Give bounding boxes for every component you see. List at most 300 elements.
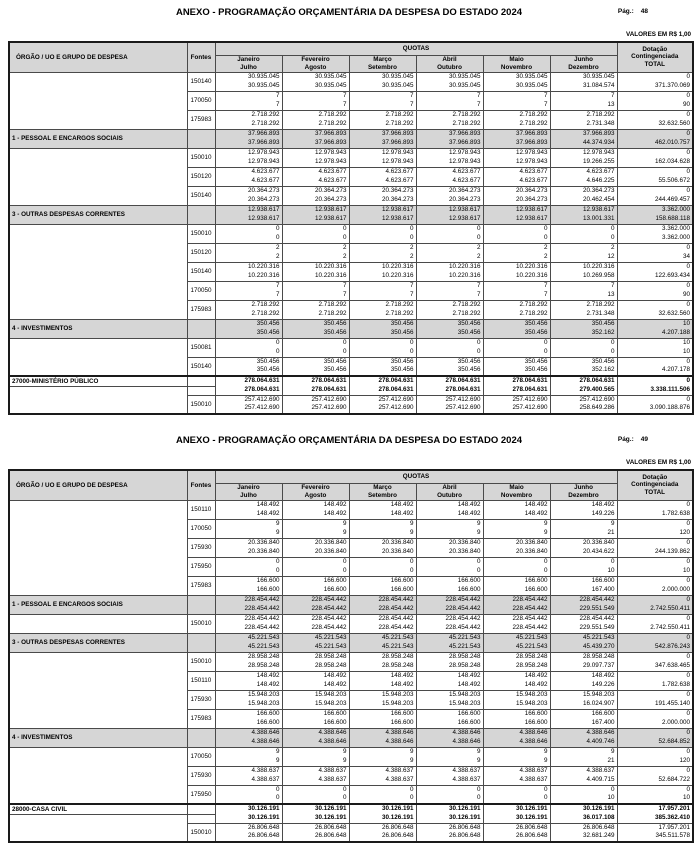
quota-value-top: 15.948.203 xyxy=(448,691,481,699)
quota-cell xyxy=(282,376,349,395)
quota-value-top: 166.600 xyxy=(591,577,615,585)
quota-value-bottom: 350.456 xyxy=(256,328,280,336)
quota-value-top: 166.600 xyxy=(524,710,548,718)
quota-cell xyxy=(215,557,282,576)
dotacao-contingenciada-value: 0 xyxy=(686,244,691,252)
total-value: 90 xyxy=(683,100,691,108)
quota-cell xyxy=(416,633,483,652)
quota-value-top: 4.388.646 xyxy=(519,729,548,737)
quota-cell xyxy=(416,300,483,319)
quota-cell xyxy=(483,148,550,167)
quota-cell xyxy=(550,690,617,709)
table-row-group xyxy=(9,319,693,338)
quota-value-bottom: 45.439.270 xyxy=(583,642,615,650)
quota-value-bottom: 0 xyxy=(543,794,548,802)
quota-value-bottom: 0 xyxy=(476,347,481,355)
quota-cell xyxy=(416,595,483,614)
table-row-fonte-175983 xyxy=(9,110,693,129)
quota-value-top: 2 xyxy=(476,244,481,252)
quota-value-bottom: 2.718.292 xyxy=(452,309,481,317)
table-row-fonte-150081 xyxy=(9,338,693,357)
quota-cell xyxy=(416,357,483,376)
quota-value-top: 4.388.646 xyxy=(452,729,481,737)
total-value: 10 xyxy=(683,347,691,355)
quota-value-top: 0 xyxy=(409,558,414,566)
quota-cell xyxy=(215,110,282,129)
quota-value-bottom: 2.731.348 xyxy=(586,309,615,317)
quota-value-top: 4.388.646 xyxy=(251,729,280,737)
quota-cell xyxy=(349,281,416,300)
quota-value-top: 2 xyxy=(275,244,280,252)
dotacao-total-cell xyxy=(617,804,693,823)
quota-cell xyxy=(282,148,349,167)
quota-value-bottom: 30.126.191 xyxy=(381,813,414,821)
quota-value-top: 350.456 xyxy=(323,320,347,328)
fonte-cell: 175950 xyxy=(187,785,215,804)
dotacao-total-cell xyxy=(617,690,693,709)
fonte-cell-underline xyxy=(188,805,215,815)
quota-value-bottom: 228.454.442 xyxy=(311,623,347,631)
quota-value-bottom: 4.388.646 xyxy=(318,737,347,745)
quota-cell xyxy=(349,557,416,576)
quota-value-bottom: 30.935.045 xyxy=(247,81,280,89)
title-row xyxy=(0,435,698,447)
quota-value-bottom: 2.718.292 xyxy=(251,119,280,127)
quota-value-bottom: 166.600 xyxy=(457,585,481,593)
quota-cell xyxy=(349,500,416,519)
quota-cell xyxy=(550,338,617,357)
quota-value-bottom: 350.456 xyxy=(524,328,548,336)
quota-cell xyxy=(282,167,349,186)
table-row-fonte-170050 xyxy=(9,91,693,110)
title-row xyxy=(0,7,698,19)
total-value: 32.632.560 xyxy=(658,119,691,127)
dotacao-total-cell xyxy=(617,300,693,319)
quota-value-bottom: 350.456 xyxy=(323,366,347,374)
quota-cell xyxy=(550,538,617,557)
table-row-fonte-150120 xyxy=(9,243,693,262)
quota-value-top: 4.623.677 xyxy=(251,168,280,176)
total-value: 2.000.000 xyxy=(662,585,691,593)
quota-cell xyxy=(550,110,617,129)
quota-value-top: 7 xyxy=(409,282,414,290)
quota-cell xyxy=(483,557,550,576)
quota-value-top: 2 xyxy=(342,244,347,252)
quota-value-bottom: 0 xyxy=(342,794,347,802)
quota-value-top: 0 xyxy=(543,339,548,347)
quota-value-top: 12.978.943 xyxy=(381,149,414,157)
quota-value-top: 0 xyxy=(409,785,414,793)
quota-value-bottom: 20.462.454 xyxy=(583,195,615,203)
quota-cell xyxy=(349,766,416,785)
quota-value-top: 15.948.203 xyxy=(314,691,347,699)
orgao-uo-grupo-cell xyxy=(9,519,187,538)
quota-value-bottom: 148.492 xyxy=(390,509,414,517)
quota-cell xyxy=(416,205,483,224)
quota-value-top: 166.600 xyxy=(390,577,414,585)
quota-cell xyxy=(349,357,416,376)
quota-value-bottom: 0 xyxy=(342,566,347,574)
quota-value-top: 0 xyxy=(543,225,548,233)
dotacao-contingenciada-value: 0 xyxy=(686,263,691,271)
quota-cell xyxy=(282,614,349,633)
table-row-orgao xyxy=(9,804,693,823)
quota-cell xyxy=(416,652,483,671)
quota-value-top: 9 xyxy=(342,520,347,528)
dotacao-contingenciada-value: 0 xyxy=(686,187,691,195)
quota-cell xyxy=(215,671,282,690)
quota-value-top: 20.364.273 xyxy=(583,187,615,195)
orgao-uo-grupo-cell xyxy=(9,91,187,110)
quota-value-top: 350.456 xyxy=(390,357,414,365)
quota-value-top: 350.456 xyxy=(457,320,481,328)
quota-cell xyxy=(349,804,416,823)
quota-cell xyxy=(215,395,282,414)
quota-value-bottom: 15.948.203 xyxy=(448,699,481,707)
quota-value-bottom: 350.456 xyxy=(457,366,481,374)
quota-cell xyxy=(282,91,349,110)
quota-value-top: 9 xyxy=(275,748,280,756)
quota-value-top: 257.412.690 xyxy=(244,395,280,403)
quota-value-bottom: 350.456 xyxy=(323,328,347,336)
dotacao-contingenciada-value: 0 xyxy=(686,520,691,528)
currency-note: VALORES EM R$ 1,00 xyxy=(626,459,691,466)
quota-value-top: 45.221.543 xyxy=(583,634,615,642)
quota-cell xyxy=(550,519,617,538)
quota-value-bottom: 10.220.316 xyxy=(314,271,347,279)
quota-value-top: 0 xyxy=(342,225,347,233)
quota-value-bottom: 12.978.943 xyxy=(448,157,481,165)
quota-cell xyxy=(483,766,550,785)
quota-value-top: 350.456 xyxy=(323,357,347,365)
quota-cell xyxy=(550,205,617,224)
quota-cell xyxy=(550,557,617,576)
quota-cell xyxy=(550,785,617,804)
total-value: 55.506.672 xyxy=(658,176,691,184)
quota-value-bottom: 166.600 xyxy=(256,718,280,726)
total-value: 120 xyxy=(679,528,691,536)
dotacao-total-cell xyxy=(617,319,693,338)
table-row-fonte-170050 xyxy=(9,747,693,766)
quota-value-top: 4.388.646 xyxy=(318,729,347,737)
dotacao-contingenciada-value: 0 xyxy=(686,672,691,680)
quota-value-bottom: 229.551.549 xyxy=(579,604,615,612)
quota-cell xyxy=(215,205,282,224)
quota-cell xyxy=(282,538,349,557)
quota-value-bottom: 20.364.273 xyxy=(515,195,548,203)
total-value: 10 xyxy=(683,566,691,574)
quota-value-top: 350.456 xyxy=(591,357,615,365)
quota-value-top: 350.456 xyxy=(256,320,280,328)
dotacao-total-cell xyxy=(617,338,693,357)
quota-value-bottom: 2.731.348 xyxy=(586,119,615,127)
orgao-uo-grupo-cell xyxy=(9,148,187,167)
quota-value-top: 2 xyxy=(611,244,615,252)
quota-cell xyxy=(282,785,349,804)
header-month-fevereiro-agosto: Fevereiro Agosto xyxy=(282,483,349,500)
quota-cell xyxy=(349,519,416,538)
dotacao-total-cell xyxy=(617,376,693,395)
quota-cell xyxy=(349,823,416,842)
quota-value-bottom: 148.492 xyxy=(390,680,414,688)
quota-value-bottom: 228.454.442 xyxy=(445,623,481,631)
quota-cell xyxy=(349,243,416,262)
quota-cell xyxy=(349,224,416,243)
dotacao-contingenciada-value: 0 xyxy=(686,785,691,793)
quota-value-top: 30.935.045 xyxy=(381,73,414,81)
quota-cell xyxy=(483,357,550,376)
quota-cell xyxy=(483,224,550,243)
quota-value-top: 45.221.543 xyxy=(314,634,347,642)
header-dotacao-line3: TOTAL xyxy=(644,61,665,69)
table-row-fonte-175930 xyxy=(9,690,693,709)
quota-value-top: 9 xyxy=(543,520,548,528)
quota-value-top: 228.454.442 xyxy=(445,615,481,623)
quota-value-bottom: 228.454.442 xyxy=(244,604,280,612)
fonte-cell: 150010 xyxy=(187,823,215,842)
quota-cell xyxy=(215,690,282,709)
orgao-uo-grupo-cell xyxy=(9,557,187,576)
quota-value-bottom: 9 xyxy=(543,528,548,536)
quota-value-bottom: 148.492 xyxy=(457,509,481,517)
quota-value-bottom: 4.623.677 xyxy=(452,176,481,184)
quota-value-top: 28.958.248 xyxy=(515,653,548,661)
quota-cell xyxy=(282,690,349,709)
quota-cell xyxy=(483,500,550,519)
quota-cell xyxy=(215,519,282,538)
quota-value-top: 350.456 xyxy=(591,320,615,328)
quota-cell xyxy=(349,376,416,395)
quota-value-bottom: 352.162 xyxy=(591,328,615,336)
table-row-group xyxy=(9,205,693,224)
quota-value-bottom: 15.948.203 xyxy=(314,699,347,707)
quota-cell xyxy=(550,167,617,186)
fonte-cell: 150120 xyxy=(187,243,215,262)
quota-value-bottom: 0 xyxy=(409,794,414,802)
quota-value-bottom: 7 xyxy=(409,290,414,298)
table-row-group xyxy=(9,595,693,614)
dotacao-total-cell xyxy=(617,110,693,129)
quota-cell xyxy=(416,281,483,300)
quota-value-bottom: 0 xyxy=(543,347,548,355)
quota-cell xyxy=(483,652,550,671)
page-number-indicator xyxy=(618,436,648,443)
quota-value-bottom: 149.226 xyxy=(591,509,615,517)
quota-value-bottom: 20.336.840 xyxy=(448,547,481,555)
quota-value-top: 148.492 xyxy=(524,501,548,509)
quota-value-top: 0 xyxy=(543,558,548,566)
orgao-uo-grupo-cell xyxy=(9,376,187,395)
dotacao-contingenciada-value: 0 xyxy=(686,729,691,737)
quota-cell xyxy=(349,319,416,338)
orgao-uo-grupo-cell xyxy=(9,652,187,671)
quota-cell xyxy=(416,766,483,785)
quota-value-bottom: 0 xyxy=(275,347,280,355)
quota-value-bottom: 0 xyxy=(543,566,548,574)
quota-value-bottom: 36.017.108 xyxy=(583,813,615,821)
currency-note: VALORES EM R$ 1,00 xyxy=(626,31,691,38)
total-value: 347.638.465 xyxy=(654,661,691,669)
quota-value-top: 2.718.292 xyxy=(519,111,548,119)
quota-cell xyxy=(282,186,349,205)
quota-value-bottom: 2 xyxy=(275,252,280,260)
quota-cell xyxy=(282,129,349,148)
quota-value-top: 20.336.840 xyxy=(448,539,481,547)
quota-cell xyxy=(483,785,550,804)
table-row-fonte-150120 xyxy=(9,167,693,186)
page-number-indicator xyxy=(618,8,648,15)
quota-value-bottom: 166.600 xyxy=(390,718,414,726)
dotacao-contingenciada-value: 17.957.201 xyxy=(658,823,691,831)
quota-cell xyxy=(416,395,483,414)
quota-value-top: 166.600 xyxy=(323,710,347,718)
orgao-uo-grupo-cell xyxy=(9,614,187,633)
total-value: 158.688.118 xyxy=(655,214,691,222)
quota-value-bottom: 9 xyxy=(543,756,548,764)
quota-value-top: 30.126.191 xyxy=(583,805,615,813)
quota-value-top: 228.454.442 xyxy=(244,615,280,623)
quota-value-bottom: 149.226 xyxy=(591,680,615,688)
quota-cell xyxy=(282,357,349,376)
fonte-cell xyxy=(187,595,215,614)
quota-cell xyxy=(483,671,550,690)
quota-cell xyxy=(349,205,416,224)
quota-value-top: 166.600 xyxy=(256,577,280,585)
quota-value-top: 9 xyxy=(611,520,615,528)
quota-cell xyxy=(282,557,349,576)
orgao-uo-grupo-cell xyxy=(9,110,187,129)
header-quotas: QUOTAS xyxy=(215,42,617,55)
dotacao-contingenciada-value: 10 xyxy=(683,320,691,328)
quota-value-bottom: 45.221.543 xyxy=(381,642,414,650)
quota-value-bottom: 0 xyxy=(275,794,280,802)
quota-value-bottom: 0 xyxy=(409,347,414,355)
quota-value-bottom: 350.456 xyxy=(524,366,548,374)
quota-cell xyxy=(215,538,282,557)
fonte-cell: 175983 xyxy=(187,300,215,319)
quota-value-top: 278.064.631 xyxy=(311,377,347,385)
quota-value-top: 350.456 xyxy=(256,357,280,365)
total-value: 4.207.188 xyxy=(662,328,691,336)
quota-value-top: 4.623.677 xyxy=(452,168,481,176)
dotacao-contingenciada-value: 0 xyxy=(686,395,691,403)
quota-value-bottom: 28.958.248 xyxy=(515,661,548,669)
quota-value-top: 228.454.442 xyxy=(311,615,347,623)
quota-cell xyxy=(282,709,349,728)
quota-cell xyxy=(483,186,550,205)
quota-value-top: 30.126.191 xyxy=(381,805,414,813)
quota-cell xyxy=(416,709,483,728)
header-month-maio-novembro: Maio Novembro xyxy=(483,483,550,500)
quota-cell xyxy=(215,148,282,167)
quota-value-top: 20.336.840 xyxy=(583,539,615,547)
quota-value-bottom: 229.551.549 xyxy=(579,623,615,631)
quota-value-top: 228.454.442 xyxy=(244,596,280,604)
dotacao-contingenciada-value: 0 xyxy=(686,282,691,290)
quota-value-bottom: 2.718.292 xyxy=(385,119,414,127)
quota-cell xyxy=(215,614,282,633)
table-row-fonte-150140 xyxy=(9,262,693,281)
quota-cell xyxy=(282,338,349,357)
quota-value-bottom: 148.492 xyxy=(457,680,481,688)
quota-cell xyxy=(215,224,282,243)
quota-value-top: 278.064.631 xyxy=(445,377,481,385)
dotacao-total-cell xyxy=(617,281,693,300)
dotacao-total-cell xyxy=(617,395,693,414)
quota-value-bottom: 257.412.690 xyxy=(311,404,347,412)
fonte-cell xyxy=(187,205,215,224)
quota-value-bottom: 4.388.646 xyxy=(251,737,280,745)
quota-value-bottom: 7 xyxy=(476,290,481,298)
quota-cell xyxy=(550,766,617,785)
quota-value-top: 148.492 xyxy=(591,672,615,680)
quota-value-top: 7 xyxy=(275,92,280,100)
fonte-cell: 175930 xyxy=(187,766,215,785)
quota-cell xyxy=(416,110,483,129)
dotacao-total-cell xyxy=(617,186,693,205)
dotacao-total-cell xyxy=(617,633,693,652)
dotacao-total-cell xyxy=(617,129,693,148)
orgao-uo-grupo-cell: 3 - OUTRAS DESPESAS CORRENTES xyxy=(9,205,187,224)
quota-value-bottom: 9 xyxy=(409,528,414,536)
quota-value-bottom: 0 xyxy=(409,233,414,241)
quota-value-top: 37.966.893 xyxy=(583,130,615,138)
header-month-fevereiro-agosto: Fevereiro Agosto xyxy=(282,55,349,72)
quota-cell xyxy=(349,652,416,671)
quota-value-bottom: 350.456 xyxy=(390,328,414,336)
quota-value-bottom: 13 xyxy=(607,100,615,108)
quota-cell xyxy=(215,262,282,281)
page-number-label: Pág.: xyxy=(617,436,634,443)
quota-value-bottom: 10.220.316 xyxy=(247,271,280,279)
quota-cell xyxy=(483,538,550,557)
quota-cell xyxy=(282,500,349,519)
quota-cell xyxy=(550,823,617,842)
dotacao-total-cell xyxy=(617,91,693,110)
fonte-cell xyxy=(187,633,215,652)
quota-value-top: 4.388.637 xyxy=(251,767,280,775)
quota-value-top: 20.364.273 xyxy=(381,187,414,195)
quota-value-top: 45.221.543 xyxy=(381,634,414,642)
quota-cell xyxy=(215,300,282,319)
quota-cell xyxy=(215,129,282,148)
page-number-value: 48 xyxy=(640,8,648,15)
quota-value-bottom: 228.454.442 xyxy=(378,604,414,612)
quota-value-top: 148.492 xyxy=(323,501,347,509)
dotacao-total-cell xyxy=(617,262,693,281)
total-value: 191.455.140 xyxy=(654,699,691,707)
quota-cell xyxy=(483,319,550,338)
quota-cell xyxy=(483,804,550,823)
quota-cell xyxy=(550,395,617,414)
quota-value-top: 350.456 xyxy=(390,320,414,328)
quota-value-bottom: 2.718.292 xyxy=(385,309,414,317)
quota-cell xyxy=(416,338,483,357)
quota-value-top: 148.492 xyxy=(256,501,280,509)
quota-cell xyxy=(550,72,617,91)
quota-value-bottom: 30.935.045 xyxy=(381,81,414,89)
quota-value-top: 20.364.273 xyxy=(515,187,548,195)
quota-value-bottom: 37.966.893 xyxy=(314,138,347,146)
orgao-uo-grupo-cell xyxy=(9,747,187,766)
dotacao-contingenciada-value: 0 xyxy=(686,710,691,718)
quota-value-top: 278.064.631 xyxy=(244,377,280,385)
quota-value-top: 20.336.840 xyxy=(515,539,548,547)
quota-cell xyxy=(282,804,349,823)
quota-value-bottom: 20.336.840 xyxy=(314,547,347,555)
quota-value-top: 12.938.617 xyxy=(515,206,548,214)
quota-value-top: 0 xyxy=(611,339,615,347)
